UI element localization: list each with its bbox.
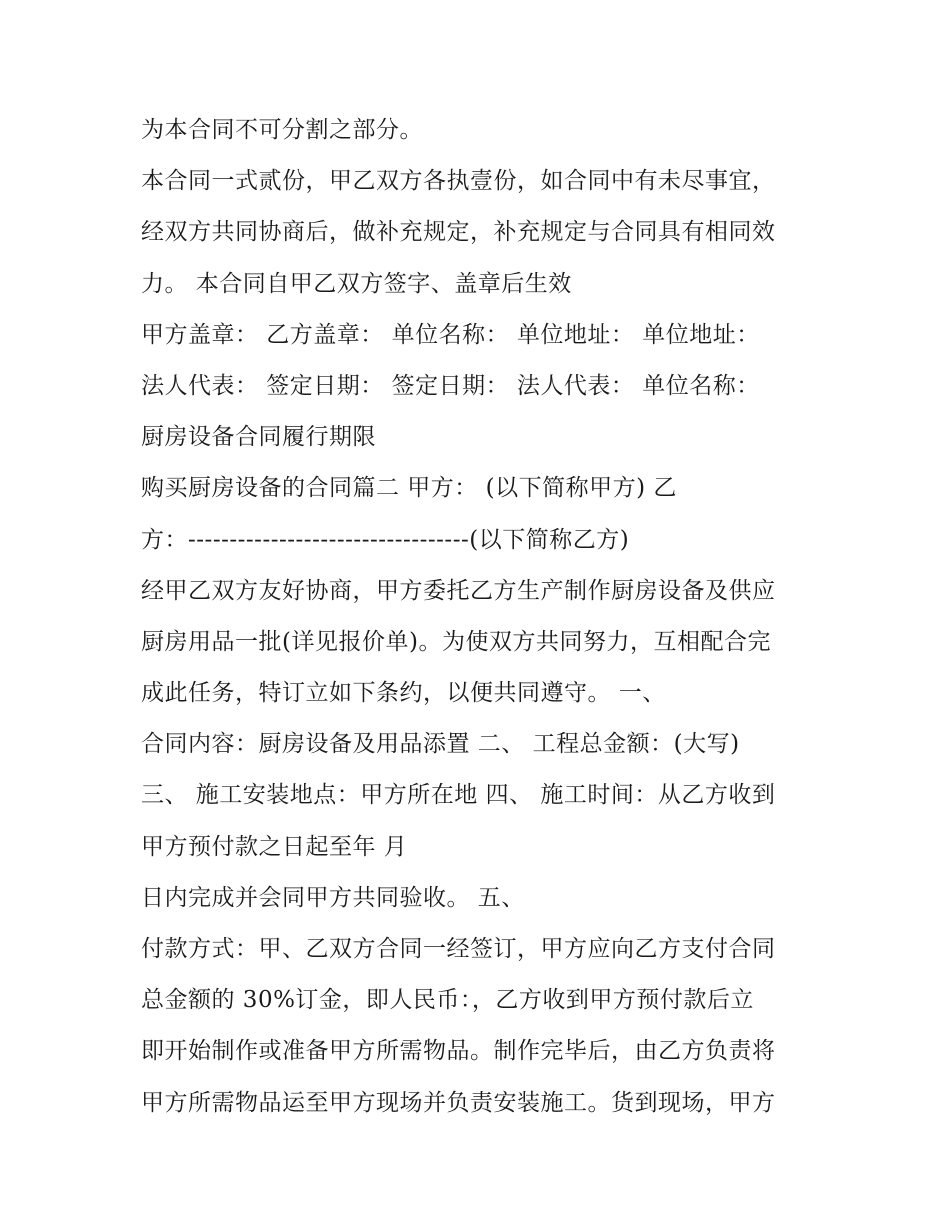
- text-line: 力。 本合同自甲乙双方签字、盖章后生效: [141, 270, 572, 297]
- contract-text: [141, 105, 821, 1129]
- text-line: 即开始制作或准备甲方所需物品。制作完毕后，由乙方负责将: [141, 1038, 776, 1065]
- text-line: 三、 施工安装地点：甲方所在地 四、 施工时间：从乙方收到: [141, 782, 776, 809]
- text-line: 合同内容：厨房设备及用品添置 二、 工程总金额：(大写): [141, 731, 740, 758]
- text-line: 方：----------------------------------(以下简称乙方): [141, 526, 630, 553]
- text-line: 成此任务，特订立如下条约，以便共同遵守。 一、: [141, 680, 666, 707]
- text-line: 本合同一式贰份，甲乙双方各执壹份，如合同中有未尽事宜，: [141, 168, 776, 195]
- text-line: 甲方所需物品运至甲方现场并负责安装施工。货到现场，甲方: [141, 1089, 776, 1116]
- text-line: 总金额的 30%订金，即人民币：，乙方收到甲方预付款后立: [141, 987, 754, 1014]
- text-line: 经双方共同协商后，做补充规定，补充规定与合同具有相同效: [141, 219, 776, 246]
- text-line: 日内完成并会同甲方共同验收。 五、: [141, 884, 525, 911]
- text-line: 厨房用品一批(详见报价单)。为使双方共同努力，互相配合完: [141, 628, 771, 655]
- text-line: 付款方式：甲、乙双方合同一经签订，甲方应向乙方支付合同: [141, 936, 776, 962]
- text-line: 为本合同不可分割之部分。: [141, 117, 423, 143]
- text-line: 厨房设备合同履行期限: [141, 424, 376, 451]
- text-line: 甲方盖章： 乙方盖章： 单位名称： 单位地址： 单位地址：: [141, 321, 760, 348]
- text-line: 购买厨房设备的合同篇二 甲方： (以下简称甲方) 乙: [141, 475, 677, 502]
- text-line: 法人代表： 签定日期： 签定日期： 法人代表： 单位名称：: [141, 372, 760, 399]
- text-line: 经甲乙双方友好协商，甲方委托乙方生产制作厨房设备及供应: [141, 577, 776, 604]
- text-line: 甲方预付款之日起至年 月: [141, 833, 408, 860]
